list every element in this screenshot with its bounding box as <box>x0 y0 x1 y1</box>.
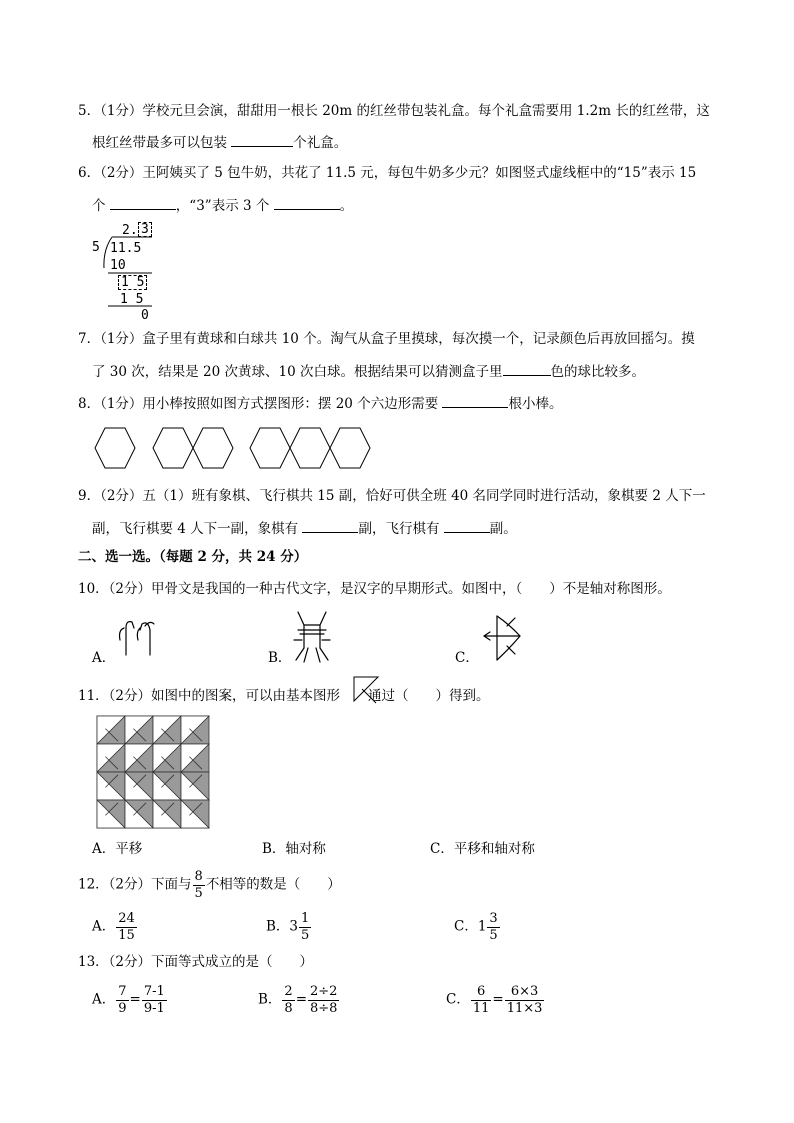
q9-line2-end: 副。 <box>489 521 517 537</box>
q10-option-a-label[interactable]: A． <box>92 650 116 666</box>
division-quotient-a: 2. <box>122 223 138 238</box>
q12-option-b-den: 5 <box>301 927 310 943</box>
q10-option-b-label[interactable]: B． <box>268 650 292 666</box>
q13-option-c-eq: = <box>492 991 504 1008</box>
q13-option-a-right-den: 9-1 <box>143 1000 165 1016</box>
pattern-tile <box>97 800 125 828</box>
pattern-tile <box>97 772 125 800</box>
q7-line2-end: 色的球比较多。 <box>550 364 645 380</box>
pattern-tile <box>181 716 209 744</box>
q12-option-c-num: 3 <box>489 911 498 926</box>
q13-option-a-right <box>142 985 167 1015</box>
q13-option-b-right <box>308 985 339 1015</box>
pattern-tile <box>153 772 181 800</box>
q12-option-b-fraction <box>299 912 311 942</box>
q6-line2-end: 。 <box>339 198 354 214</box>
q13-option-c-left-num: 6 <box>471 985 492 1001</box>
q13-option-a[interactable] <box>92 985 168 1015</box>
q11-stem-end: 通过（ ）得到。 <box>368 688 490 704</box>
q12-fraction-den: 5 <box>194 885 203 901</box>
division-quotient-b: 3 <box>141 222 149 237</box>
pattern-tile <box>153 716 181 744</box>
pattern-tile <box>97 716 125 744</box>
q8-line1-end: 根小棒。 <box>508 396 563 412</box>
pattern-tile <box>125 800 153 828</box>
q13-option-c-label: C． <box>446 991 470 1008</box>
q12-option-a-label: A． <box>92 918 116 935</box>
q12-option-a[interactable] <box>92 912 138 942</box>
q13-option-a-label: A． <box>92 991 116 1008</box>
q12-option-b[interactable] <box>266 912 312 942</box>
division-dividend: 11.5 <box>110 241 142 256</box>
pattern-tile <box>181 772 209 800</box>
division-step3: 1 5 <box>120 292 144 307</box>
q12-option-a-num: 24 <box>118 911 135 926</box>
q12-stem-text: 12．（2分）下面与 <box>78 876 192 893</box>
q5-line1: 5．（1分）学校元旦会演，甜甜用一根长 20m 的红丝带包装礼盒。每个礼盒需要用 1.2m 长的红丝带，这 <box>78 103 710 119</box>
q10-stem: 10．（2分）甲骨文是我国的一种古代文字，是汉字的早期形式。如图中，（ ）不是轴对称图形。 <box>78 581 671 597</box>
q6-line2-mid: ，“3”表示 3 个 <box>175 198 274 214</box>
pattern-tile <box>97 744 125 772</box>
q13-option-c-left <box>471 985 492 1015</box>
q13-option-a-left <box>116 985 128 1015</box>
q12-stem <box>78 870 341 900</box>
q11-stem-text: 11．（2分）如图中的图案，可以由基本图形 <box>78 688 341 704</box>
q13-stem: 13．（2分）下面等式成立的是（ ） <box>78 954 314 970</box>
pattern-tile <box>153 744 181 772</box>
q8-line1-text: 8．（1分）用小棒按照如图方式摆图形：摆 20 个六边形需要 <box>78 396 443 412</box>
q10-option-c-label[interactable]: C． <box>455 650 479 666</box>
division-step2: 1 5 <box>121 275 145 290</box>
pattern-tile <box>125 744 153 772</box>
q13-option-c-right-num: 6×3 <box>505 985 545 1001</box>
section2-title: 二、选一选。（每题 2 分，共 24 分） <box>78 549 308 565</box>
q12-option-c-fraction <box>487 912 499 942</box>
q11-option-c[interactable]: C．平移和轴对称 <box>430 841 535 857</box>
division-remainder: 0 <box>141 308 149 323</box>
q13-option-c-right-den: 11×3 <box>506 1000 543 1016</box>
q12-fraction-num: 8 <box>194 869 203 884</box>
division-divisor: 5 <box>92 240 100 255</box>
q9-line2-text: 副，飞行棋要 4 人下一副，象棋有 <box>92 521 303 537</box>
q12-option-c-den: 5 <box>489 927 498 943</box>
q12-option-b-num: 1 <box>301 911 310 926</box>
pattern-tile <box>153 800 181 828</box>
q9-line1: 9．（2分）五（1）班有象棋、飞行棋共 15 副，恰好可供全班 40 名同学同时进行活动，象棋要 2 人下一 <box>78 488 706 504</box>
q13-option-b-left <box>282 985 294 1015</box>
q6-line1: 6．（2分）王阿姨买了 5 包牛奶，共花了 11.5 元，每包牛奶多少元？如图竖式虚线框中的“15”表示 15 <box>78 165 697 181</box>
q13-option-a-left-den: 9 <box>118 1000 127 1016</box>
q13-option-c-right <box>505 985 545 1015</box>
q5-line2-text: 根红丝带最多可以包装 <box>92 135 232 151</box>
q13-option-a-eq: = <box>129 991 141 1008</box>
q12-option-a-fraction <box>116 912 137 942</box>
pattern-tile <box>181 744 209 772</box>
pattern-tile <box>181 800 209 828</box>
q13-option-b-left-num: 2 <box>284 984 293 999</box>
q13-option-b-right-den: 8÷8 <box>310 1000 338 1016</box>
q12-fraction <box>193 870 205 900</box>
q9-line2-mid: 副，飞行棋有 <box>358 521 444 537</box>
division-step1: 10 <box>110 258 126 273</box>
q13-option-b-eq: = <box>295 991 308 1008</box>
q6-line2-text: 个 <box>92 198 110 214</box>
q13-option-b-right-num: 2÷2 <box>310 984 338 999</box>
q7-line1: 7．（1分）盒子里有黄球和白球共 10 个。淘气从盒子里摸球，每次摸一个，记录颜色后再放回摇匀。摸 <box>78 331 695 347</box>
q13-option-c[interactable] <box>446 985 545 1015</box>
q12-stem-end: 不相等的数是（ ） <box>205 876 341 893</box>
q11-option-a[interactable]: A．平移 <box>92 841 143 857</box>
q13-option-c-left-den: 11 <box>472 1000 490 1016</box>
q7-line2-text: 了 30 次，结果是 20 次黄球、10 次白球。根据结果可以猜测盒子里 <box>92 364 503 380</box>
q13-option-b[interactable] <box>258 985 340 1015</box>
q13-option-a-right-num: 7-1 <box>143 984 165 999</box>
q13-option-b-left-den: 8 <box>284 1000 293 1016</box>
q13-option-b-label: B． <box>258 991 282 1008</box>
q12-option-c[interactable] <box>454 912 501 942</box>
q13-option-a-left-num: 7 <box>118 984 127 999</box>
q12-option-c-label: C．1 <box>454 918 487 935</box>
pattern-tile <box>125 772 153 800</box>
q11-option-b[interactable]: B．轴对称 <box>262 841 326 857</box>
pattern-tile <box>125 716 153 744</box>
q5-line2-end: 个礼盒。 <box>293 135 348 151</box>
q12-option-a-den: 15 <box>118 927 135 943</box>
q12-option-b-label: B．3 <box>266 918 299 935</box>
